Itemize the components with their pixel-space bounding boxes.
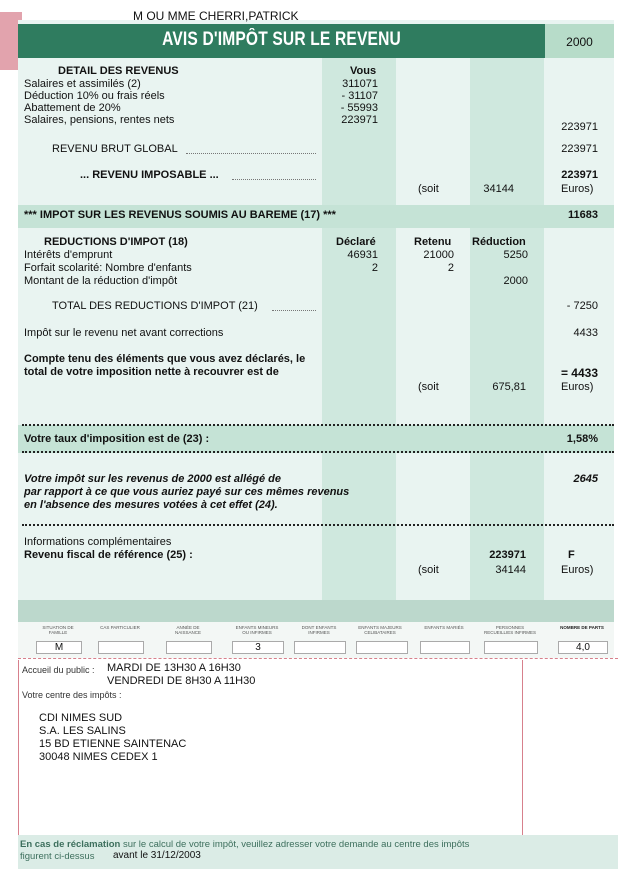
total-reductions-value: - 7250: [566, 300, 598, 312]
reduction-retenu: 2: [447, 262, 454, 274]
code-box-annee: [166, 641, 212, 654]
star-separator: [22, 524, 614, 526]
code-box-enfants-infirmes: [294, 641, 346, 654]
reduction-amount: 2000: [503, 275, 528, 287]
accueil-line2: VENDREDI DE 8H30 A 11H30: [107, 675, 256, 687]
dot-leader: [232, 179, 316, 180]
dot-leader: [272, 310, 316, 311]
detail-vous-value: 311071: [342, 78, 378, 90]
allege-value: 2645: [573, 473, 598, 485]
code-box-situation: M: [36, 641, 82, 654]
revenu-brut-label: REVENU BRUT GLOBAL: [52, 143, 178, 155]
reduction-label: Montant de la réduction d'impôt: [24, 275, 178, 287]
reclamation-text: sur le calcul de votre impôt, veuillez adresser votre demande au centre des impôts: [120, 839, 470, 850]
info-complementaires: Informations complémentaires: [24, 536, 172, 548]
detail-label: Salaires, pensions, rentes nets: [24, 114, 175, 126]
col-retenu-heading: Retenu: [414, 236, 452, 248]
reclamation-date: avant le 31/12/2003: [113, 850, 201, 861]
impot-avant-label: Impôt sur le revenu net avant corrections: [24, 327, 224, 339]
code-label: SITUATION DE FAMILLE: [42, 625, 74, 635]
column-shade: [470, 58, 544, 600]
taux-label: Votre taux d'imposition est de (23) :: [24, 433, 210, 445]
code-label: ENFANTS MARIÉS: [424, 625, 464, 630]
reduction-label: Forfait scolarité: Nombre d'enfants: [24, 262, 192, 274]
soit-label: (soit: [418, 381, 439, 393]
revenu-imposable-euros: 34144: [483, 183, 514, 195]
reductions-heading: REDUCTIONS D'IMPOT (18): [44, 236, 188, 248]
dot-leader: [186, 153, 316, 154]
imposition-line2: total de votre imposition nette à recouvrer est de: [24, 366, 279, 378]
impot-bareme-label: *** IMPOT SUR LES REVENUS SOUMIS AU BAREME (17) ***: [24, 209, 336, 221]
impot-bareme-value: 11683: [568, 209, 598, 221]
euros-label: Euros): [561, 183, 594, 195]
detail-heading: DETAIL DES REVENUS: [58, 65, 179, 77]
code-label: DONT ENFANTS INFIRMES: [301, 625, 337, 635]
code-label: PERSONNES RECUEILLIES INFIRMES: [483, 625, 536, 635]
imposition-nette-euros: 675,81: [492, 381, 526, 393]
col-reduction-heading: Réduction: [472, 236, 526, 248]
soit-label: (soit: [418, 564, 439, 576]
centre-line: CDI NIMES SUD: [39, 712, 123, 724]
lower-panel-border: [18, 658, 618, 659]
page-title: AVIS D'IMPÔT SUR LE REVENU: [162, 29, 401, 50]
col-declare-heading: Déclaré: [336, 236, 376, 248]
reduction-declare: 2: [371, 262, 378, 274]
taxpayer-name: M OU MME CHERRI,PATRICK: [133, 9, 299, 23]
euros-label: Euros): [561, 381, 594, 393]
detail-label: Salaires et assimilés (2): [24, 78, 141, 90]
code-box-enfants-mineurs: 3: [232, 641, 284, 654]
accueil-label: Accueil du public :: [22, 665, 95, 675]
impot-avant-value: 4433: [573, 327, 598, 339]
code-box-recueillies: [484, 641, 538, 654]
code-box-majeurs: [356, 641, 408, 654]
code-box-cas: [98, 641, 144, 654]
code-label: NOMBRE DE PARTS: [560, 625, 604, 630]
code-label: ANNÉE DE NAISSANCE: [174, 625, 201, 635]
rfr-value: 223971: [489, 549, 526, 561]
imposition-nette-value: = 4433: [560, 366, 598, 380]
allege-line2: par rapport à ce que vous auriez payé sur ces mêmes revenus: [24, 486, 350, 498]
form-bottom-bar: [18, 600, 614, 622]
imposition-line1: Compte tenu des éléments que vous avez déclarés, le: [24, 353, 306, 365]
reduction-amount: 5250: [503, 249, 528, 261]
centre-line: 30048 NIMES CEDEX 1: [39, 751, 158, 763]
tax-year: 2000: [566, 35, 593, 49]
detail-vous-value: - 31107: [341, 90, 378, 102]
rfr-euros: 34144: [495, 564, 526, 576]
reclamation-bold: En cas de réclamation: [20, 839, 121, 850]
detail-label: Abattement de 20%: [24, 102, 121, 114]
allege-line1: Votre impôt sur les revenus de 2000 est allégé de: [24, 473, 281, 485]
reduction-declare: 46931: [347, 249, 378, 261]
reduction-label: Intérêts d'emprunt: [24, 249, 113, 261]
detail-total-value: 223971: [561, 121, 598, 133]
total-reductions-label: TOTAL DES REDUCTIONS D'IMPOT (21): [52, 300, 258, 312]
code-label: CAS PARTICULIER: [100, 625, 140, 630]
col-vous-heading: Vous: [350, 65, 377, 77]
revenu-imposable-value: 223971: [561, 169, 598, 181]
reclamation-line1: [20, 839, 469, 850]
rfr-currency: F: [568, 549, 575, 561]
soit-label: (soit: [418, 183, 439, 195]
centre-line: 15 BD ETIENNE SAINTENAC: [39, 738, 187, 750]
centre-label: Votre centre des impôts :: [22, 690, 122, 700]
code-box-maries: [420, 641, 470, 654]
code-label: ENFANTS MINEURS OU INFIRMES: [235, 625, 279, 635]
centre-line: S.A. LES SALINS: [39, 725, 126, 737]
euros-label: Euros): [561, 564, 594, 576]
detail-label: Déduction 10% ou frais réels: [24, 90, 165, 102]
detail-vous-value: - 55993: [340, 102, 378, 114]
column-shade: [322, 58, 396, 600]
allege-line3: en l'absence des mesures votées à cet effet (24).: [24, 499, 278, 511]
revenu-imposable-label: ... REVENU IMPOSABLE ...: [80, 169, 219, 181]
reduction-retenu: 21000: [423, 249, 454, 261]
star-separator: [22, 424, 614, 426]
code-box-parts: 4,0: [558, 641, 608, 654]
reclamation-line2: figurent ci-dessus: [20, 851, 95, 862]
detail-vous-value: 223971: [341, 114, 378, 126]
accueil-line1: MARDI DE 13H30 A 16H30: [107, 662, 241, 674]
code-label: ENFANTS MAJEURS CELIBATAIRES: [358, 625, 402, 635]
revenu-brut-value: 223971: [561, 143, 598, 155]
taux-value: 1,58%: [566, 433, 598, 445]
rfr-label: Revenu fiscal de référence (25) :: [24, 549, 193, 561]
star-separator: [22, 451, 614, 453]
